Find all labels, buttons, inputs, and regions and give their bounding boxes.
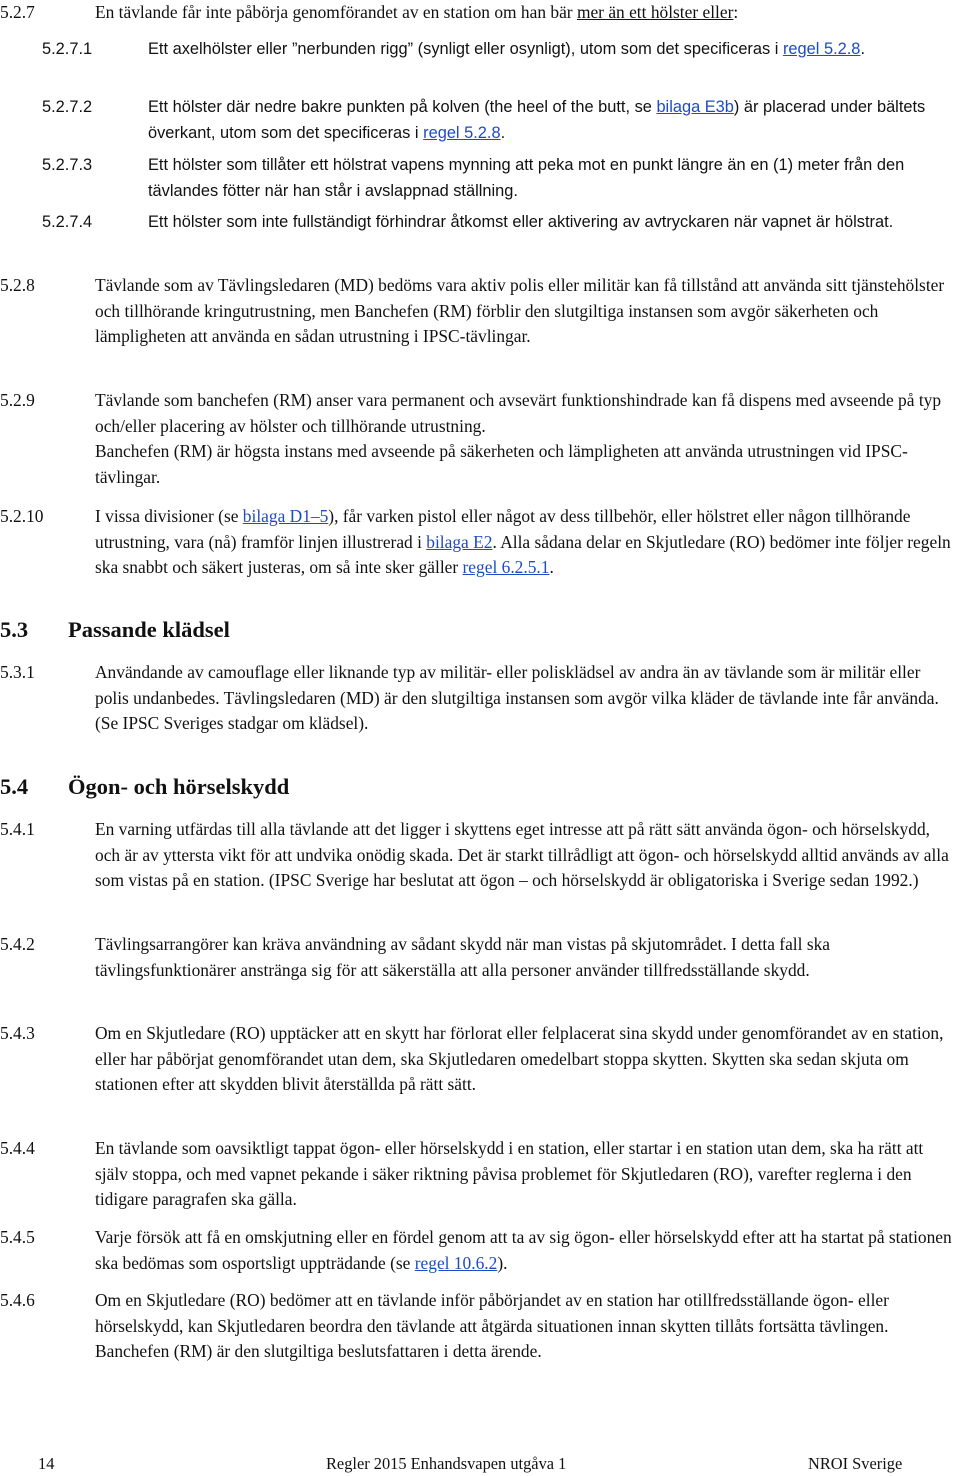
rule-number: 5.2.7.4 [42, 213, 93, 231]
section-title: Ögon- och hörselskydd [68, 774, 290, 799]
rule-text: Om en Skjutledare (RO) bedömer att en tävlande inför påbörjandet av en station har otillfredsställande ögon- eller hörselskydd, kan Skjutledaren beordra den tävlande att åtgärda situationen innan skytten tillåts fortsätta tävlingen. Banchefen (RM) är den slutgiltiga beslutsfattaren i detta ärende. [95, 1290, 889, 1361]
link-regel-5-2-8[interactable]: regel 5.2.8 [423, 123, 501, 142]
rule-number: 5.4.1 [0, 819, 35, 839]
rule-number: 5.2.7 [0, 2, 35, 22]
link-bilaga-e2[interactable]: bilaga E2 [426, 531, 493, 552]
rule-text: Om en Skjutledare (RO) upptäcker att en skytt har förlorat eller felplacerat sina skydd under genomförandet av en station, eller har påbörjat genomförandet utan dem, ska Skjutledaren omedelbart stoppa skytten. Skytten ska sedan skjuta om stationen efter att skydden blivit återställda på rätt sätt. [95, 1023, 944, 1094]
rule-number: 5.2.8 [0, 275, 35, 295]
rule-number: 5.2.7.3 [42, 156, 93, 174]
rule-text: En tävlande som oavsiktligt tappat ögon- eller hörselskydd i en station, eller startar i en station utan dem, ska ha rätt att själv stoppa, och med vapnet pekande i säker riktning påvisa problemet för Skjutledaren (RO), varefter reglerna i den tidigare paragrafen ska gälla. [95, 1138, 924, 1209]
rule-paragraph: Banchefen (RM) är högsta instans med avseende på säkerheten och lämpligheten att använda utrustningen vid IPSC-tävlingar. [95, 441, 908, 487]
rule-number: 5.2.7.1 [42, 40, 93, 58]
link-regel-6-2-5-1[interactable]: regel 6.2.5.1 [462, 557, 550, 577]
underlined-phrase: mer än ett hölster eller [576, 2, 734, 22]
rule-number: 5.2.7.2 [42, 98, 93, 116]
rule-text: Varje försök att få en omskjutning eller en fördel genom att ta av sig ögon- eller hörselskydd efter att ha startat på stationen ska bedömas som osportsligt uppträdande (se regel 10.6.2). [95, 1227, 952, 1273]
section-number: 5.4 [0, 774, 29, 799]
rule-number: 5.3.1 [0, 662, 35, 682]
link-regel-10-6-2[interactable]: regel 10.6.2 [414, 1252, 498, 1273]
rule-text: I vissa divisioner (se bilaga D1–5), får varken pistol eller något av dess tillbehör, eller hölstret eller någon tillhörande utrustning, vara (nå) framför linjen illustrerad i bilaga E2. Alla sådana delar en Skjutledare (RO) bedömer inte följer regeln ska snabbt och säkert justeras, om så inte sker gäller regel 6.2.5.1. [95, 506, 951, 577]
rule-text: En tävlande får inte påbörja genomförandet av en station om han bär mer än ett hölster eller: [95, 2, 739, 22]
rule-text [95, 388, 958, 490]
rule-paragraph: Tävlande som banchefen (RM) anser vara permanent och avsevärt funktionshindrade kan få dispens med avseende på typ och/eller placering av hölster och tillhörande utrustning. [95, 390, 942, 436]
rule-text: Ett hölster där nedre bakre punkten på kolven (the heel of the butt, se bilaga E3b) är placerad under bältets överkant, utom som det specificeras i regel 5.2.8. [148, 98, 926, 142]
rule-number: 5.4.6 [0, 1290, 35, 1310]
rule-text: Ett hölster som tillåter ett hölstrat vapens mynning att peka mot en punkt längre än en (1) meter från den tävlandes fötter när han står i avslappnad ställning. [148, 156, 905, 200]
rule-number: 5.4.5 [0, 1227, 35, 1247]
rule-text: En varning utfärdas till alla tävlande att det ligger i skyttens eget intresse att på rätt sätt använda ögon- och hörselskydd, och är av yttersta vikt för att undvika onödig skada. Det är starkt tillrådligt att ögon- och hörselskydd alltid används av alla som vistas på en station. (IPSC Sverige har beslutat att ögon – och hörselskydd är obligatoriska i Sverige sedan 1992.) [95, 819, 949, 890]
section-title: Passande klädsel [68, 617, 230, 642]
link-regel-5-2-8[interactable]: regel 5.2.8 [782, 40, 861, 58]
rule-number: 5.4.4 [0, 1138, 35, 1158]
rule-number: 5.2.9 [0, 390, 35, 410]
rule-number: 5.4.2 [0, 934, 35, 954]
section-number: 5.3 [0, 617, 29, 642]
rule-text: Tävlingsarrangörer kan kräva användning av sådant skydd när man vistas på skjutområdet. I detta fall ska tävlingsfunktionärer anstränga sig för att säkerställa att alla personer använder tillfredsställande skydd. [95, 934, 831, 980]
footer-page-number: 14 [38, 1454, 55, 1473]
rule-number: 5.2.10 [0, 506, 44, 526]
rule-text: Ett axelhölster eller ”nerbunden rigg” (synligt eller osynligt), utom som det specificeras i regel 5.2.8. [148, 40, 865, 58]
rule-text: Ett hölster som inte fullständigt förhindrar åtkomst eller aktivering av avtryckaren när vapnet är hölstrat. [148, 213, 894, 231]
link-bilaga-e3b[interactable]: bilaga E3b [656, 98, 734, 116]
footer-organization: NROI Sverige [808, 1454, 903, 1473]
footer-document-title: Regler 2015 Enhandsvapen utgåva 1 [326, 1454, 567, 1473]
rule-number: 5.4.3 [0, 1023, 35, 1043]
rule-text: Tävlande som av Tävlingsledaren (MD) bedöms vara aktiv polis eller militär kan få tillstånd att använda sitt tjänstehölster och tillhörande kringutrustning, men Banchefen (RM) förblir den slutgiltiga instansen som avgör säkerheten och lämpligheten att använda en sådan utrustning i IPSC-tävlingar. [95, 275, 945, 346]
rule-text: Användande av camouflage eller liknande typ av militär- eller polisklädsel av andra än av tävlande som är militär eller polis undanbedes. Tävlingsledaren (MD) är den slutgiltiga instansen som avgör vilka kläder de tävlande inte får använda. (Se IPSC Sveriges stadgar om klädsel). [95, 662, 939, 733]
link-bilaga-d1-5[interactable]: bilaga D1–5 [242, 506, 329, 526]
